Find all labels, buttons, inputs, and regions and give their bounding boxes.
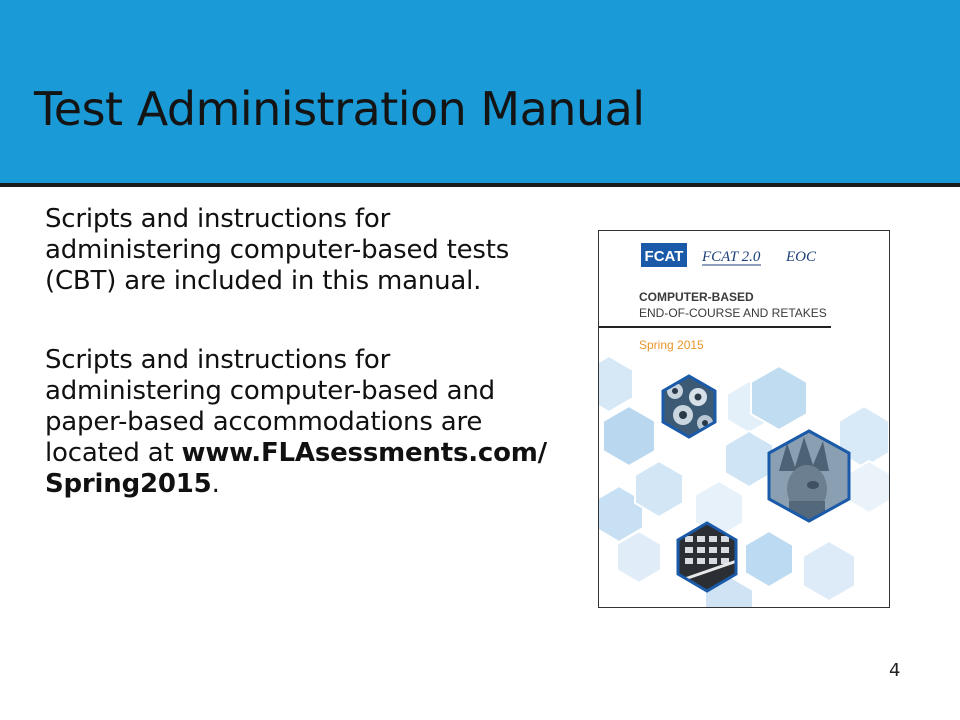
paragraph-accommodations [45,345,555,500]
manual-cover-image [598,230,890,608]
cover-heading-line2: END-OF-COURSE AND RETAKES [639,306,827,320]
title-banner [0,0,960,187]
paragraph-cbt: Scripts and instructions for administering computer-based tests (CBT) are included in this manual. [45,204,510,296]
slide-title: Test Administration Manual [34,82,645,136]
sunflower-photo [659,371,719,441]
flassessments-link[interactable]: www.FLAsessments.com/ Spring2015 [45,438,547,499]
paragraph-accommodations-text: Scripts and instructions for administering computer-based and paper-based accommodations are located at [45,345,495,468]
cover-heading-line1: COMPUTER-BASED [639,290,754,304]
fcat2-logo-text: FCAT 2.0 [702,249,761,265]
paragraph-accommodations-end: . [211,469,220,499]
fcat-logo-text: FCAT [644,248,684,265]
page-number: 4 [889,660,901,681]
manual-cover-graphic [599,231,889,607]
slide-body [45,204,555,500]
cover-season: Spring 2015 [639,338,704,352]
eoc-logo-text: EOC [786,249,816,265]
